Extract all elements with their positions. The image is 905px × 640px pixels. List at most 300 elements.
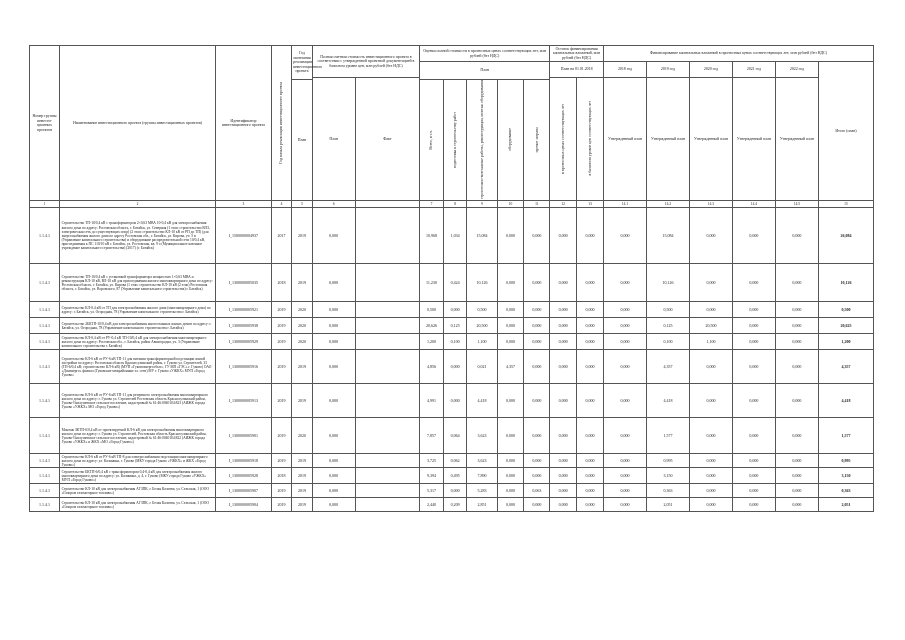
row-value-cell: 0,000 — [550, 498, 577, 512]
row-value-cell: 0,000 — [775, 302, 818, 318]
row-value-cell: 0,500 — [467, 302, 497, 318]
row-value-cell: 0,000 — [550, 264, 577, 302]
row-year-start: 2019 — [271, 498, 291, 512]
table-row — [30, 468, 874, 484]
column-number: 14.2 — [646, 201, 689, 208]
row-year-start: 2019 — [271, 334, 291, 350]
row-full-cost-plan: 0,000 — [312, 264, 355, 302]
row-value-cell: 0,000 — [603, 318, 646, 334]
row-value-cell: 0,000 — [732, 350, 775, 384]
row-value-cell: 0,000 — [550, 468, 577, 484]
row-full-cost-plan: 0,000 — [312, 498, 355, 512]
row-value-cell: 0,000 — [550, 318, 577, 334]
row-project-name: Монтаж ЗКТП-6/0,4 кВ от проектируемой КЛ-6 кВ для электроснабжения многоквартирного жилого дома по адресу: г. Гуково ул. Строителей, Ростовская область Красносулинский район, Гуково-Гнилушевское сельское поселение, кадастровый № 61:46:0040104:822 (АИЖК города Гуково «УЖКХ» и ЖКХ «МО «Город Гуково») — [60, 418, 216, 454]
column-number: 2 — [60, 201, 216, 208]
table-row — [30, 350, 874, 384]
row-value-cell: 2,851 — [467, 498, 497, 512]
row-project-id: I_1300000005035 — [215, 264, 271, 302]
header-year-end: Год окончания реализации инвестиционного проекта — [292, 46, 312, 80]
row-value-cell: 0,000 — [524, 208, 550, 264]
row-full-cost-fact — [355, 208, 419, 264]
row-value-cell: 0,000 — [775, 334, 818, 350]
row-value-cell: 0,063 — [524, 484, 550, 498]
column-number: 11 — [524, 201, 550, 208]
row-value-cell: 0,000 — [497, 334, 524, 350]
row-value-cell: 0,000 — [577, 468, 604, 484]
header-remaining-plan: План на 01.01.2018 — [550, 62, 604, 78]
row-value-cell: 0,000 — [550, 454, 577, 468]
row-value-cell: 0,000 — [577, 350, 604, 384]
row-value-cell: 0,000 — [689, 208, 732, 264]
row-group-code: 1.1.4.1 — [30, 384, 60, 418]
column-number: 3 — [215, 201, 271, 208]
row-value-cell: 0,000 — [689, 498, 732, 512]
row-value-cell: 0,363 — [818, 484, 873, 498]
row-value-cell: 0,000 — [732, 454, 775, 468]
row-value-cell: 20,625 — [818, 318, 873, 334]
row-value-cell: 11,230 — [420, 264, 444, 302]
row-value-cell: 5,317 — [420, 484, 444, 498]
header-year-end-plan: План — [292, 80, 312, 201]
row-value-cell: 2,051 — [818, 498, 873, 512]
header-estimate-group: Оценка полной стоимости в прогнозных ценах соответствующих лет, млн рублей (без НДС) — [420, 46, 550, 62]
column-number: 14.1 — [603, 201, 646, 208]
row-year-end: 2019 — [292, 264, 312, 302]
row-full-cost-plan: 0,000 — [312, 208, 355, 264]
row-value-cell: 0,000 — [443, 484, 467, 498]
row-value-cell: 0,000 — [577, 208, 604, 264]
row-value-cell: 0,000 — [524, 302, 550, 318]
column-number: 14.5 — [775, 201, 818, 208]
row-value-cell: 1,577 — [818, 418, 873, 454]
row-value-cell: 0,000 — [603, 302, 646, 318]
header-year-2021: 2021 год — [732, 62, 775, 78]
row-value-cell: 0,000 — [689, 468, 732, 484]
row-full-cost-fact — [355, 484, 419, 498]
row-value-cell: 0,363 — [646, 484, 689, 498]
row-year-start: 2019 — [271, 318, 291, 334]
row-value-cell: 0,424 — [443, 264, 467, 302]
row-value-cell: 0,000 — [524, 264, 550, 302]
header-full-cost-plan: План — [312, 78, 355, 201]
header-estimate-plan: План — [420, 62, 550, 80]
column-number — [355, 201, 419, 208]
row-value-cell: 0,000 — [550, 384, 577, 418]
row-full-cost-fact — [355, 264, 419, 302]
row-group-code: 1.1.4.1 — [30, 454, 60, 468]
row-value-cell: 0,000 — [603, 208, 646, 264]
header-full-cost: Полная сметная стоимость инвестиционного проекта в соответствии с утвержденной проектной документацией в базисном уровне цен, млн рублей (без НДС) — [312, 46, 419, 78]
header-year-start: Год начала реализации инвестиционного проекта — [271, 46, 291, 201]
row-project-id: I_1300000005913 — [215, 384, 271, 418]
row-group-code: 1.1.4.1 — [30, 484, 60, 498]
row-group-code: 1.1.4.1 — [30, 318, 60, 334]
row-value-cell: 4,418 — [467, 384, 497, 418]
row-value-cell: 0,000 — [550, 302, 577, 318]
row-value-cell: 0,000 — [689, 484, 732, 498]
row-value-cell: 0,000 — [732, 318, 775, 334]
row-value-cell: 3,725 — [420, 454, 444, 468]
row-value-cell: 4,418 — [818, 384, 873, 418]
header-approved-2018: Утвержденный план — [603, 78, 646, 201]
row-value-cell: 0,000 — [577, 264, 604, 302]
row-project-id: I_1300000005918 — [215, 454, 271, 468]
row-value-cell: 0,000 — [775, 418, 818, 454]
row-project-name: Строительство КЛ-0,4 кВ от РУ-0,4 кВ ТП-10/0,4 кВ для электроснабжения многоквартирного жилого дома по адресу: Ростовская обл., г. Батайск, район Авиагородка, уч. 3 (Управление капитального строительства г. Батайск) — [60, 334, 216, 350]
column-number: 10 — [497, 201, 524, 208]
row-project-id: I_1300000005921 — [215, 302, 271, 318]
row-value-cell: 7,890 — [467, 468, 497, 484]
row-year-end: 2019 — [292, 350, 312, 384]
row-full-cost-plan: 0,000 — [312, 454, 355, 468]
row-year-start: 2019 — [271, 384, 291, 418]
row-value-cell: 0,000 — [524, 418, 550, 454]
row-value-cell: 0,000 — [497, 208, 524, 264]
row-project-id: I_1300000005904 — [215, 498, 271, 512]
row-full-cost-plan: 0,000 — [312, 484, 355, 498]
row-value-cell: 0,000 — [497, 318, 524, 334]
row-project-name: Строительство БКТП-6/0,4 кВ с трансформатором 0,4-0,4 кВ для электроснабжения жилого многоквартирного дома по адресу: ул. Калинина, д. 4, г. Гуково (МКУ города Гуково «УЖКХ» МУП «Город Гуково») — [60, 468, 216, 484]
row-value-cell: 10,126 — [467, 264, 497, 302]
row-value-cell: 0,000 — [689, 454, 732, 468]
table-row — [30, 384, 874, 418]
row-value-cell: 0,000 — [577, 318, 604, 334]
row-value-cell: 0,000 — [732, 208, 775, 264]
row-value-cell: 0,000 — [689, 264, 732, 302]
row-full-cost-fact — [355, 498, 419, 512]
row-value-cell: 0,500 — [420, 302, 444, 318]
row-value-cell: 10,126 — [646, 264, 689, 302]
row-value-cell: 4,357 — [497, 350, 524, 384]
row-value-cell: 0,000 — [775, 454, 818, 468]
row-full-cost-fact — [355, 350, 419, 384]
header-year-2018: 2018 год — [603, 62, 646, 78]
header-estimate-total: Всего, в т.ч. — [420, 80, 444, 201]
row-full-cost-fact — [355, 318, 419, 334]
column-number: 5 — [292, 201, 312, 208]
row-project-name: Строительство ТП-10/0,4 кВ с установкой трансформатора мощностью 1×0,63 МВА и реконструкция КЛ-10 кВ, ВЛ-10 кВ для присоединения жилого многоквартирного дома по адресу: Ростовская область, г. Батайск, ул. Кирова (1 этап: строительство КЛ-10 кВ (2 этап) Ростовская область, г. Батайск, ул. Воровского, 87 (Управление капитального строительства) г. Батайск) — [60, 264, 216, 302]
row-year-end: 2020 — [292, 318, 312, 334]
column-number-row — [30, 201, 874, 208]
row-value-cell: 0,064 — [443, 418, 467, 454]
row-project-name: Строительство 2БКТП-10/0,4 кВ для электроснабжения многоэтажных жилых домов по адресу: г. Батайск, ул. Огородная, 78 (Управление капитального строительства г. Батайск) — [60, 318, 216, 334]
table-row — [30, 484, 874, 498]
row-value-cell: 20,626 — [420, 318, 444, 334]
row-value-cell: 0,000 — [577, 418, 604, 454]
row-value-cell: 0,000 — [732, 384, 775, 418]
row-project-name: Строительство КЛ-0,4 кВ от ТП для электроснабжения жилого дома (многоквартирного дома) по адресу: г. Батайск, ул. Огородная, 78 (Управление капитального строительства г. Батайск) — [60, 302, 216, 318]
table-row — [30, 302, 874, 318]
table-row — [30, 334, 874, 350]
row-value-cell: 0,000 — [732, 468, 775, 484]
row-value-cell: 0,125 — [443, 318, 467, 334]
row-project-id: I_1300000005938 — [215, 318, 271, 334]
row-value-cell: 0,495 — [443, 468, 467, 484]
row-project-id: I_1300000005929 — [215, 334, 271, 350]
row-value-cell: 0,000 — [497, 418, 524, 454]
header-estimate-other: прочие затраты — [524, 80, 550, 201]
row-value-cell: 3,150 — [646, 468, 689, 484]
row-value-cell: 3,623 — [467, 454, 497, 468]
row-value-cell: 0,000 — [524, 468, 550, 484]
row-year-end: 2020 — [292, 418, 312, 454]
row-value-cell: 20,500 — [689, 318, 732, 334]
row-value-cell: 0,000 — [689, 350, 732, 384]
column-number: 1 — [30, 201, 60, 208]
row-full-cost-fact — [355, 468, 419, 484]
row-value-cell: 1,200 — [420, 334, 444, 350]
row-value-cell: 0,209 — [443, 498, 467, 512]
row-value-cell: 1,200 — [818, 334, 873, 350]
row-value-cell: 0,000 — [732, 484, 775, 498]
header-year-2020: 2020 год — [689, 62, 732, 78]
row-value-cell: 0,000 — [775, 264, 818, 302]
row-year-end: 2019 — [292, 208, 312, 264]
row-value-cell: 0,000 — [603, 264, 646, 302]
row-full-cost-fact — [355, 418, 419, 454]
row-value-cell: 0,000 — [524, 318, 550, 334]
row-value-cell: 0,000 — [577, 384, 604, 418]
row-value-cell: 0,000 — [603, 468, 646, 484]
header-total: Итого (план) — [818, 62, 873, 201]
column-number: 15 — [818, 201, 873, 208]
row-value-cell: 0,000 — [775, 498, 818, 512]
row-year-start: 2018 — [271, 264, 291, 302]
row-value-cell: 0,000 — [775, 318, 818, 334]
row-full-cost-fact — [355, 384, 419, 418]
row-value-cell: 10,968 — [420, 208, 444, 264]
row-value-cell: 20,500 — [467, 318, 497, 334]
row-project-id: I_1500000004937 — [215, 208, 271, 264]
header-project-code: Номер группы инвести-ционных проектов — [30, 46, 60, 201]
header-year-2022: 2022 год — [775, 62, 818, 78]
row-value-cell: 0,000 — [775, 350, 818, 384]
header-financing-group: Финансирование капитальных вложений в прогнозных ценах соответствующих лет, млн рублей (без НДС) — [603, 46, 873, 62]
row-full-cost-plan: 0,000 — [312, 468, 355, 484]
row-value-cell: 0,000 — [524, 384, 550, 418]
table-body — [30, 201, 874, 512]
row-full-cost-fact — [355, 302, 419, 318]
header-full-cost-fact: Факт — [355, 78, 419, 201]
header-approved-2022: Утвержденный план — [775, 78, 818, 201]
row-year-end: 2019 — [292, 454, 312, 468]
row-full-cost-fact — [355, 334, 419, 350]
row-year-end: 2019 — [292, 484, 312, 498]
header-project-name: Наименование инвестиционного проекта (группы инвестиционных проектов) — [60, 46, 216, 201]
row-group-code: 1.1.4.1 — [30, 302, 60, 318]
row-value-cell: 0,000 — [524, 334, 550, 350]
row-value-cell: 26,084 — [818, 208, 873, 264]
row-full-cost-plan: 0,000 — [312, 350, 355, 384]
row-project-name: Строительство КЛ-6 кВ от РУ-6 кВ ТП-11 для резервного электроснабжения многоквартирного жилого дома по адресу: г. Гуково ул. Строителей Ростовская область Красносулинский район, Гуково-Гнилушевское сельское поселение, кадастровый № 61:46:0040104:823 (АИЖК города Гуково «УЖКХ» МО «Город Гуково») — [60, 384, 216, 418]
row-value-cell: 0,000 — [497, 302, 524, 318]
row-value-cell: 2,440 — [420, 498, 444, 512]
row-value-cell: 0,000 — [524, 350, 550, 384]
row-value-cell: 0,000 — [603, 498, 646, 512]
row-value-cell: 4,357 — [646, 350, 689, 384]
row-group-code: 1.1.4.1 — [30, 498, 60, 512]
row-value-cell: 0,000 — [443, 302, 467, 318]
row-full-cost-plan: 0,000 — [312, 302, 355, 318]
row-value-cell: 0,000 — [603, 454, 646, 468]
row-value-cell: 0,000 — [603, 350, 646, 384]
row-value-cell: 0,000 — [603, 384, 646, 418]
row-group-code: 1.1.4.1 — [30, 208, 60, 264]
row-value-cell: 0,000 — [550, 208, 577, 264]
row-value-cell: 0,995 — [818, 454, 873, 468]
row-value-cell: 0,000 — [524, 454, 550, 468]
row-value-cell: 0,000 — [577, 484, 604, 498]
row-year-start: 2019 — [271, 484, 291, 498]
column-number: 6 — [312, 201, 355, 208]
header-approved-2020: Утвержденный план — [689, 78, 732, 201]
row-group-code: 1.1.4.1 — [30, 468, 60, 484]
header-estimate-pir: подготовка к строительству работ — [443, 80, 467, 201]
row-project-id: I_1300000005916 — [215, 350, 271, 384]
row-year-end: 2020 — [292, 334, 312, 350]
row-value-cell: 0,000 — [732, 498, 775, 512]
row-year-start: 2019 — [271, 350, 291, 384]
row-value-cell: 0,000 — [732, 334, 775, 350]
row-value-cell: 0,000 — [550, 350, 577, 384]
row-year-end: 2019 — [292, 468, 312, 484]
row-value-cell: 0,500 — [646, 302, 689, 318]
row-value-cell: 0,000 — [775, 384, 818, 418]
row-project-name: Строительство КЛ-10 кВ для электроснабжения АГЗПК, г. Белая Калитва, ул. Сельская, 1 (ООО «Газпром газомоторное топливо») — [60, 484, 216, 498]
row-value-cell: 4,991 — [420, 384, 444, 418]
row-project-name: Строительство КЛ-6 кВ от РУ-6 кВ ТП-8 для электроснабжения подстанции многоквартирного жилого дома по адресу: ул. Калинина, г. Гуково (МКУ города Гуково «УЖКХ» и ЖКХ «Город Гуково») — [60, 454, 216, 468]
row-value-cell: 0,062 — [443, 454, 467, 468]
row-value-cell: 0,000 — [577, 302, 604, 318]
row-value-cell: 0,000 — [689, 384, 732, 418]
row-year-end: 2019 — [292, 384, 312, 418]
row-group-code: 1.1.4.1 — [30, 350, 60, 384]
row-value-cell: 0,000 — [497, 468, 524, 484]
row-value-cell: 0,000 — [443, 384, 467, 418]
column-number: 9 — [467, 201, 497, 208]
row-value-cell: 15,084 — [646, 208, 689, 264]
row-value-cell: 4,856 — [420, 350, 444, 384]
row-value-cell: 0,000 — [775, 208, 818, 264]
row-year-start: 2018 — [271, 468, 291, 484]
row-group-code: 1.1.4.1 — [30, 264, 60, 302]
row-project-id: I_1300000005907 — [215, 484, 271, 498]
row-project-name: Строительство КЛ-6 кВ от РУ-6 кВ ТП-11 для питания трансформаторной подстанции жилой застройки по адресу: Ростовская область Красносулинский район, г. Гуково ул. Строителей, 33 (ТП-6/0,4 кВ; строительство КЛ-6 кВ) (МУП «Гуковоэнергосбыт», ГУ МП «ГЭС» г. Гуково) ОАО «Донэнерго» филиал (Гуковские межрайонные эл. сети) МУ г. Гуково «УЖКХ» МУП «Город Гуково» — [60, 350, 216, 384]
row-full-cost-plan: 0,000 — [312, 318, 355, 334]
table-row — [30, 208, 874, 264]
row-value-cell: 9,394 — [420, 468, 444, 484]
row-value-cell: 0,000 — [775, 468, 818, 484]
row-value-cell: 0,000 — [550, 334, 577, 350]
row-value-cell: 0,000 — [550, 418, 577, 454]
row-value-cell: 0,500 — [818, 302, 873, 318]
row-project-id: I_1300000005928 — [215, 468, 271, 484]
row-value-cell: 0,021 — [467, 350, 497, 384]
header-approved-2019: Утвержденный план — [646, 78, 689, 201]
row-value-cell: 0,000 — [775, 484, 818, 498]
column-number: 7 — [420, 201, 444, 208]
row-value-cell: 5,283 — [467, 484, 497, 498]
header-remaining-group: Остаток финансирования капитальных вложений, млн рублей (без НДС) — [550, 46, 604, 62]
row-project-name: Строительство ТП-10/0,4 кВ с трансформатором 2×0,63 МВА 10-0,4 кВ для электроснабжения жилого дома по адресу: Ростовская область, г. Батайск, ул. Северная (1 этап: строительство ВЛЗ, электрическая сеть до существующих опор) (2 этап: строительство КЛ-10 кВ от РП до ТП) (для энергоснабжения жилого дома по адресу Ростовская обл., г. Батайск, ул. Кирова, уч. 5 в (Управление капитального строительства) и оборудование распределительной сети 10/0,4 кВ, присоединения к ПС 110/10 кВ г. Батайск, ул. Ростовская, кв. 9 о (Муниципальное казенное учреждение капитального строительства) (2017) (г. Батайск) — [60, 208, 216, 264]
header-project-id: Идентификатор инвестиционного проекта — [215, 46, 271, 201]
row-value-cell: 0,000 — [497, 454, 524, 468]
row-value-cell: 0,000 — [732, 418, 775, 454]
row-year-start: 2019 — [271, 302, 291, 318]
table-row — [30, 498, 874, 512]
row-year-start: 2017 — [271, 208, 291, 264]
header-estimate-smr: строительно-монтажные работы, реконструкции, монтаж оборудования — [467, 80, 497, 201]
row-value-cell: 4,357 — [818, 350, 873, 384]
column-number: 4 — [271, 201, 291, 208]
row-year-end: 2019 — [292, 498, 312, 512]
row-value-cell: 0,000 — [443, 350, 467, 384]
column-number: 14.3 — [689, 201, 732, 208]
table-row — [30, 318, 874, 334]
row-value-cell: 0,995 — [646, 454, 689, 468]
row-value-cell: 0,000 — [577, 498, 604, 512]
row-value-cell: 7,857 — [420, 418, 444, 454]
column-number: 13 — [577, 201, 604, 208]
row-year-end: 2020 — [292, 302, 312, 318]
header-remaining-forecast: в прогнозных ценах соответствующих лет — [550, 78, 577, 201]
row-value-cell: 1,100 — [467, 334, 497, 350]
header-estimate-equipment: оборудование — [497, 80, 524, 201]
row-value-cell: 0,000 — [603, 418, 646, 454]
row-value-cell: 0,000 — [497, 498, 524, 512]
row-value-cell: 0,000 — [689, 302, 732, 318]
row-value-cell: 1,100 — [689, 334, 732, 350]
row-value-cell: 1,034 — [443, 208, 467, 264]
column-number: 8 — [443, 201, 467, 208]
row-full-cost-plan: 0,000 — [312, 418, 355, 454]
row-year-start: 2019 — [271, 418, 291, 454]
row-group-code: 1.1.4.1 — [30, 334, 60, 350]
row-value-cell: 10,126 — [818, 264, 873, 302]
table-row — [30, 454, 874, 468]
row-value-cell: 0,000 — [497, 484, 524, 498]
row-value-cell: 0,000 — [497, 264, 524, 302]
header-remaining-base: в базисном уровне цен соответствующих лет — [577, 78, 604, 201]
column-number: 12 — [550, 201, 577, 208]
investment-projects-table — [29, 45, 874, 512]
row-value-cell: 0,000 — [497, 384, 524, 418]
table-row — [30, 264, 874, 302]
row-value-cell: 3,150 — [818, 468, 873, 484]
row-full-cost-plan: 0,000 — [312, 334, 355, 350]
row-value-cell: 0,000 — [732, 302, 775, 318]
header-approved-2021: Утвержденный план — [732, 78, 775, 201]
row-value-cell: 0,000 — [524, 498, 550, 512]
investment-table-sheet — [29, 45, 874, 512]
row-project-id: I_1300000005901 — [215, 418, 271, 454]
row-value-cell: 3,623 — [467, 418, 497, 454]
row-value-cell: 0,000 — [732, 264, 775, 302]
row-project-name: Строительство КЛ-10 кВ для электроснабжения АГЗПК, г. Белая Калитва, ул. Сельская, 1 (ООО «Газпром газомоторное топливо») — [60, 498, 216, 512]
row-value-cell: 0,100 — [443, 334, 467, 350]
header-year-2019: 2019 год — [646, 62, 689, 78]
row-value-cell: 2,051 — [646, 498, 689, 512]
row-group-code: 1.1.4.1 — [30, 418, 60, 454]
row-year-start: 2019 — [271, 454, 291, 468]
row-value-cell: 1,577 — [646, 418, 689, 454]
row-value-cell: 0,000 — [603, 334, 646, 350]
row-value-cell: 0,100 — [646, 334, 689, 350]
row-value-cell: 15,084 — [467, 208, 497, 264]
row-value-cell: 0,000 — [689, 418, 732, 454]
row-value-cell: 0,000 — [603, 484, 646, 498]
row-value-cell: 0,125 — [646, 318, 689, 334]
